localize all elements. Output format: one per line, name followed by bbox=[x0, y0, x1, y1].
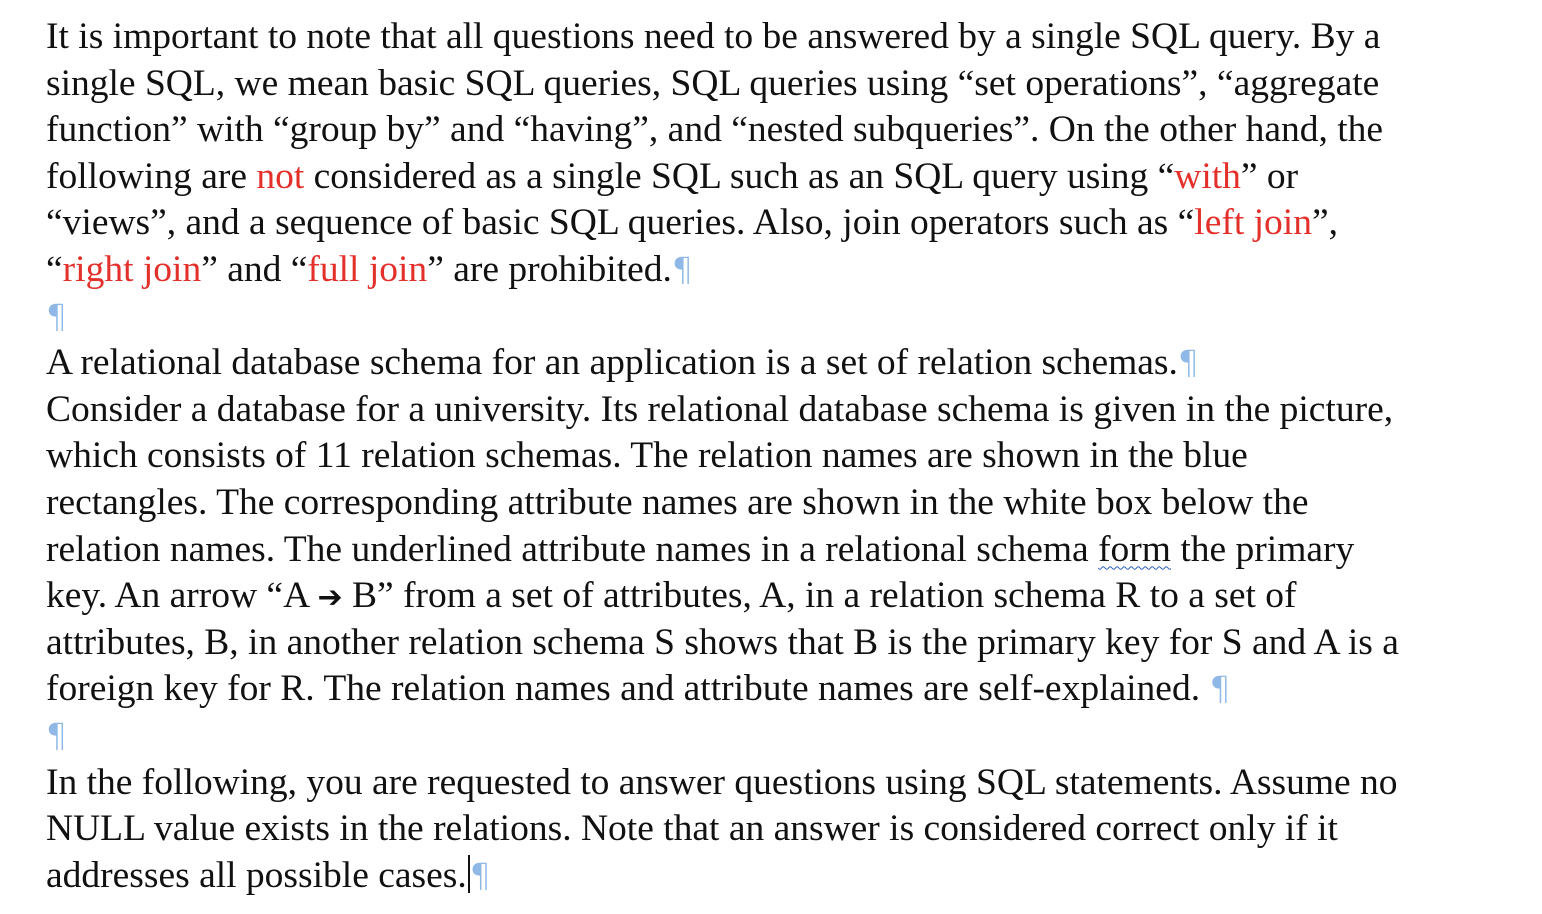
text-run: addresses all possible cases. bbox=[46, 854, 467, 896]
paragraph-sql-rules bbox=[46, 14, 1526, 294]
text-run: “ bbox=[46, 248, 63, 290]
highlighted-keyword-full-join: full join bbox=[307, 248, 428, 290]
text-line bbox=[46, 61, 1526, 108]
text-run: rectangles. The corresponding attribute names are shown in the white box below the bbox=[46, 481, 1309, 523]
empty-paragraph bbox=[46, 294, 1526, 341]
paragraph-schema-definition bbox=[46, 340, 1526, 387]
text-run: considered as a single SQL such as an SQL query using “ bbox=[304, 155, 1175, 197]
empty-paragraph bbox=[46, 713, 1526, 760]
text-line bbox=[46, 760, 1526, 807]
text-run: which consists of 11 relation schemas. The relation names are shown in the blue bbox=[46, 435, 1248, 477]
highlighted-keyword-with: with bbox=[1174, 155, 1241, 197]
highlighted-keyword-left-join: left join bbox=[1194, 202, 1312, 244]
highlighted-keyword-not: not bbox=[256, 155, 305, 197]
text-run: “views”, and a sequence of basic SQL queries. Also, join operators such as “ bbox=[46, 202, 1195, 244]
text-line bbox=[46, 107, 1526, 154]
text-run: NULL value exists in the relations. Note that an answer is considered correct only if it bbox=[46, 808, 1338, 850]
text-line bbox=[46, 806, 1526, 853]
text-run: It is important to note that all questions need to be answered by a single SQL query. By a bbox=[46, 16, 1381, 57]
text-line bbox=[46, 433, 1526, 480]
text-run: B” from a set of attributes, A, in a relation schema R to a set of bbox=[342, 575, 1297, 617]
paragraph-mark-icon: ¶ bbox=[671, 249, 693, 289]
text-run: following are bbox=[46, 155, 257, 197]
text-line bbox=[46, 387, 1526, 434]
text-run: function” with “group by” and “having”, and “nested subqueries”. On the other hand, the bbox=[46, 109, 1384, 151]
text-line bbox=[46, 620, 1526, 667]
text-line bbox=[46, 573, 1526, 620]
text-run: the primary bbox=[1170, 528, 1355, 570]
text-line bbox=[46, 527, 1526, 574]
text-line bbox=[46, 294, 1526, 341]
text-line bbox=[46, 200, 1526, 247]
text-run: In the following, you are requested to answer questions using SQL statements. Assume no bbox=[46, 761, 1398, 803]
text-run: A relational database schema for an application is a set of relation schemas. bbox=[46, 342, 1178, 384]
text-run: key. An arrow “A bbox=[46, 575, 318, 617]
grammar-flagged-word[interactable]: form bbox=[1098, 528, 1171, 570]
paragraph-mark-icon: ¶ bbox=[1177, 343, 1199, 383]
text-run: ” or bbox=[1240, 155, 1299, 197]
text-run: foreign key for R. The relation names and attribute names are self-explained. bbox=[46, 668, 1210, 710]
text-run: ” are prohibited. bbox=[427, 248, 672, 290]
text-line bbox=[46, 666, 1526, 713]
document-body[interactable] bbox=[46, 14, 1526, 899]
text-line bbox=[46, 480, 1526, 527]
right-arrow-icon: ➔ bbox=[317, 580, 343, 616]
text-run: ”, bbox=[1311, 202, 1338, 244]
text-run: ” and “ bbox=[201, 248, 308, 290]
highlighted-keyword-right-join: right join bbox=[62, 248, 202, 290]
paragraph-mark-icon: ¶ bbox=[1209, 669, 1231, 709]
paragraph-university-database bbox=[46, 387, 1526, 713]
text-run: attributes, B, in another relation schema S shows that B is the primary key for S and A is a bbox=[46, 621, 1399, 663]
paragraph-mark-icon: ¶ bbox=[46, 296, 67, 336]
text-line bbox=[46, 14, 1526, 61]
text-run: Consider a database for a university. Its relational database schema is given in the picture, bbox=[46, 388, 1394, 430]
text-line bbox=[46, 154, 1526, 201]
text-line bbox=[46, 713, 1526, 760]
paragraph-mark-icon: ¶ bbox=[46, 715, 67, 755]
paragraph-instructions bbox=[46, 760, 1526, 900]
text-line bbox=[46, 340, 1526, 387]
text-line bbox=[46, 247, 1526, 294]
text-run: relation names. The underlined attribute names in a relational schema bbox=[46, 528, 1099, 570]
paragraph-mark-icon: ¶ bbox=[469, 855, 491, 895]
text-line bbox=[46, 853, 1526, 900]
text-run: single SQL, we mean basic SQL queries, SQL queries using “set operations”, “aggregate bbox=[46, 62, 1380, 104]
